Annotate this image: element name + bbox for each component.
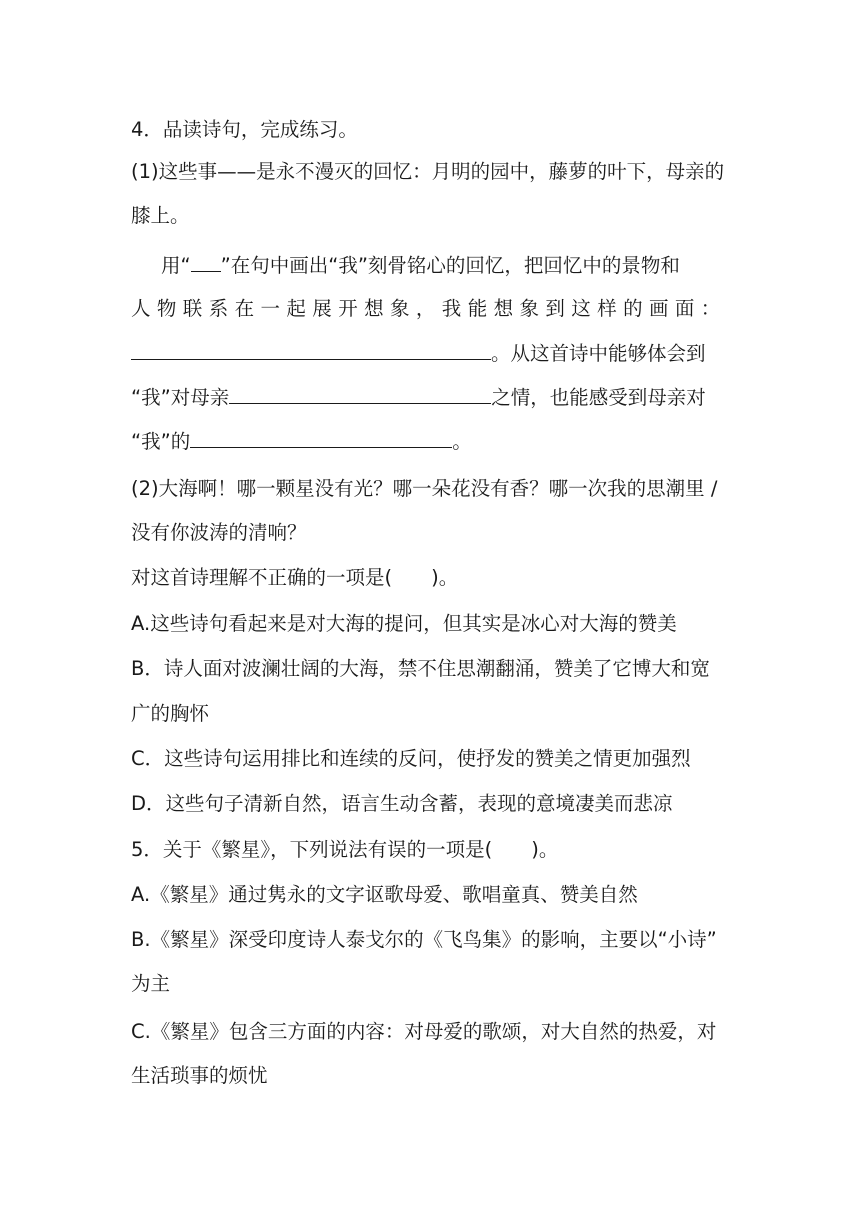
q4-part1-poem-line2: 膝上。: [131, 204, 190, 227]
fill-line2-head: “我”对母亲: [131, 386, 230, 409]
answer-blank-feeling[interactable]: [229, 383, 491, 404]
question-4-title: 4．品读诗句，完成练习。: [131, 118, 358, 141]
q4-part1-fill-line1: [131, 339, 731, 368]
q4-part1-fill-line2: [131, 383, 731, 412]
answer-blank-scene[interactable]: [131, 339, 491, 360]
q4-part2-poem-line1: (2)大海啊！哪一颗星没有光？哪一朵花没有香？哪一次我的思潮里 /: [131, 477, 718, 500]
fill-line2-tail: 之情，也能感受到母亲对: [491, 386, 706, 409]
q4-option-c: C．这些诗句运用排比和连续的反问，使抒发的赞美之情更加强烈: [131, 747, 691, 770]
fill-line1-tail: 。从这首诗中能够体会到: [491, 342, 706, 365]
q5-option-b-line2: 为主: [131, 972, 171, 995]
q4-part1-poem-line1: (1)这些事——是永不漫灭的回忆：月明的园中，藤萝的叶下，母亲的: [131, 160, 725, 183]
q4-option-d: D．这些句子清新自然，语言生动含蓄，表现的意境凄美而悲凉: [131, 792, 673, 815]
q4-option-b-line1: B．诗人面对波澜壮阔的大海，禁不住思潮翻涌，赞美了它博大和宽: [131, 657, 710, 680]
fill-line3-tail: 。: [452, 430, 472, 453]
q4-option-a: A.这些诗句看起来是对大海的提问，但其实是冰心对大海的赞美: [131, 612, 677, 635]
q4-part1-fill-line3: [131, 427, 731, 456]
q5-option-c-line2: 生活琐事的烦忧: [131, 1064, 268, 1087]
q5-option-a: A.《繁星》通过隽永的文字讴歌母爱、歌唱童真、赞美自然: [131, 883, 638, 906]
underline-mark-blank: [191, 251, 221, 272]
q5-option-c-line1: C.《繁星》包含三方面的内容：对母爱的歌颂，对大自然的热爱，对: [131, 1020, 717, 1043]
q4-option-b-line2: 广的胸怀: [131, 702, 210, 725]
fill-line3-head: “我”的: [131, 430, 191, 453]
instruction-text-b: ”在句中画出“我”刻骨铭心的回忆，把回忆中的景物和: [220, 254, 680, 277]
q4-part2-poem-line2: 没有你波涛的清响？: [131, 521, 307, 544]
question-5-title: 5．关于《繁星》，下列说法有误的一项是( )。: [131, 838, 559, 861]
q4-part1-instruction: [161, 251, 731, 280]
q5-option-b-line1: B.《繁星》深受印度诗人泰戈尔的《飞鸟集》的影响，主要以“小诗”: [131, 928, 717, 951]
q4-part2-question: 对这首诗理解不正确的一项是( )。: [131, 566, 459, 589]
instruction-text-a: 用“: [161, 254, 191, 277]
answer-blank-mother[interactable]: [190, 427, 452, 448]
q4-part1-imagine-line: 人物联系在一起展开想象，我能想象到这样的画面：: [131, 297, 727, 320]
